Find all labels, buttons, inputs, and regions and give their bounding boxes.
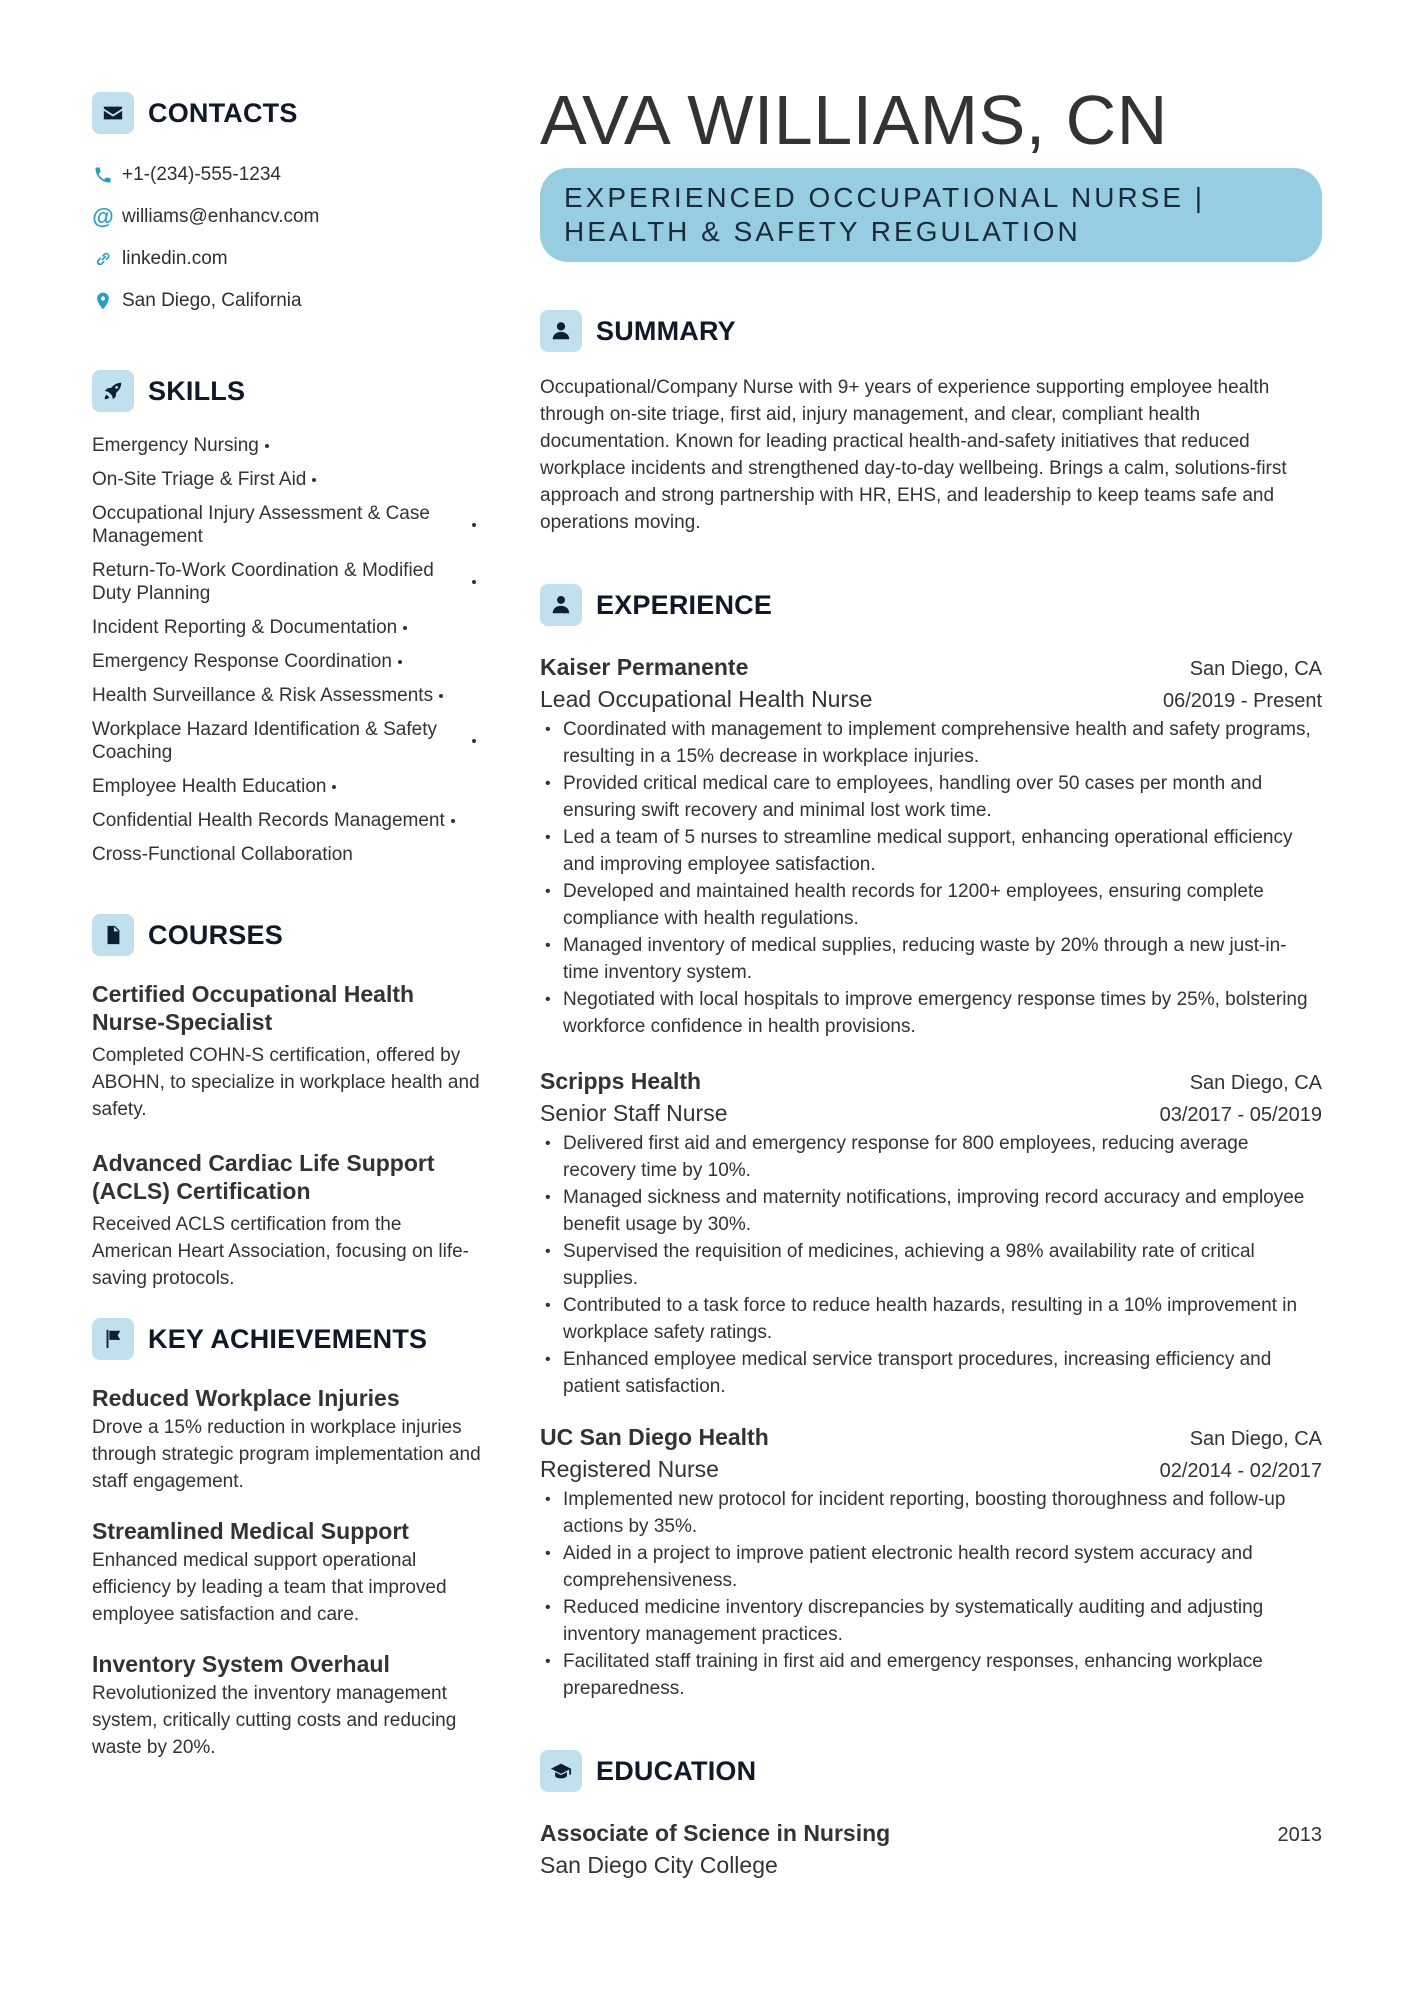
skill-item: Health Surveillance & Risk Assessments — [92, 684, 476, 707]
bullet-item: • Supervised the requisition of medicines, achieving a 98% availability rate of critical supplies. — [540, 1238, 1322, 1292]
bullet-dot — [332, 785, 336, 789]
job-location: San Diego, CA — [1189, 1428, 1322, 1450]
skills-list — [92, 434, 476, 866]
achievement-item — [92, 1517, 484, 1628]
job-company: Kaiser Permanente — [540, 654, 749, 680]
achievements-header — [92, 1318, 484, 1360]
job-location: San Diego, CA — [1189, 658, 1322, 680]
achievement-item — [92, 1384, 484, 1495]
bullet-item: • Managed inventory of medical supplies, reducing waste by 20% through a new just-in-time inventory system. — [540, 932, 1322, 986]
person-icon — [540, 310, 582, 352]
education-degree: Associate of Science in Nursing — [540, 1820, 891, 1846]
bullet-dot — [439, 694, 443, 698]
job-entry — [540, 1422, 1322, 1702]
achievement-desc: Revolutionized the inventory management system, critically cutting costs and reducing waste by 20%. — [92, 1683, 457, 1758]
courses-list — [92, 980, 484, 1292]
graduation-cap-icon — [540, 1750, 582, 1792]
job-entry — [540, 1066, 1322, 1400]
left-column — [92, 92, 484, 1783]
skill-item: Occupational Injury Assessment & Case Management — [92, 502, 476, 548]
bullet-dot — [451, 819, 455, 823]
job-bullets — [540, 1130, 1322, 1400]
bullet-item: • Developed and maintained health records for 1200+ employees, ensuring complete compliance with health regulations. — [540, 878, 1322, 932]
courses-title: COURSES — [148, 919, 283, 950]
at-icon: @ — [92, 204, 114, 229]
skill-item: Emergency Response Coordination — [92, 650, 476, 673]
bullet-dot — [472, 739, 476, 743]
course-desc: Received ACLS certification from the American Heart Association, focusing on life-saving protocols. — [92, 1214, 470, 1289]
bullet-dot — [398, 660, 402, 664]
phone-icon — [92, 164, 114, 186]
achievement-desc: Enhanced medical support operational efficiency by leading a team that improved employee satisfaction and care. — [92, 1550, 447, 1625]
bullet-item: • Implemented new protocol for incident reporting, boosting thoroughness and follow-up actions by 35%. — [540, 1486, 1322, 1540]
education-year: 2013 — [1277, 1824, 1322, 1846]
job-role: Senior Staff Nurse — [540, 1100, 728, 1126]
courses-header — [92, 914, 484, 956]
contacts-list — [92, 154, 484, 322]
summary-header — [540, 310, 1322, 352]
contact-email[interactable] — [92, 196, 484, 238]
education-school: San Diego City College — [540, 1852, 778, 1878]
skills-header — [92, 370, 484, 412]
user-tie-icon — [540, 584, 582, 626]
bullet-dot — [472, 580, 476, 584]
job-location: San Diego, CA — [1189, 1072, 1322, 1094]
bullet-item: • Coordinated with management to implement comprehensive health and safety programs, resulting in a 15% decrease in workplace injuries. — [540, 716, 1322, 770]
achievement-title: Streamlined Medical Support — [92, 1518, 409, 1544]
candidate-name: AVA WILLIAMS, CN — [540, 81, 1168, 159]
bullet-item: • Negotiated with local hospitals to improve emergency response times by 25%, bolstering workforce confidence in health provisions. — [540, 986, 1322, 1040]
document-icon — [92, 914, 134, 956]
rocket-icon — [92, 370, 134, 412]
tagline-banner: EXPERIENCED OCCUPATIONAL NURSE | HEALTH & SAFETY REGULATION — [540, 168, 1322, 262]
bullet-item: • Aided in a project to improve patient electronic health record system accuracy and comprehensiveness. — [540, 1540, 1322, 1594]
achievement-title: Inventory System Overhaul — [92, 1651, 390, 1677]
course-title: Certified Occupational Health Nurse-Specialist — [92, 981, 415, 1035]
job-dates: 03/2017 - 05/2019 — [1159, 1104, 1322, 1126]
job-dates: 02/2014 - 02/2017 — [1159, 1460, 1322, 1482]
course-title: Advanced Cardiac Life Support (ACLS) Certification — [92, 1150, 435, 1204]
location-text: San Diego, California — [122, 290, 302, 311]
phone-text: +1-(234)-555-1234 — [122, 164, 281, 185]
bullet-item: • Facilitated staff training in first aid and emergency responses, enhancing workplace preparedness. — [540, 1648, 1322, 1702]
education-title: EDUCATION — [596, 1755, 757, 1786]
course-item — [92, 1149, 484, 1292]
achievement-desc: Drove a 15% reduction in workplace injuries through strategic program implementation and staff engagement. — [92, 1417, 481, 1492]
linkedin-text: linkedin.com — [122, 248, 228, 269]
job-role: Lead Occupational Health Nurse — [540, 686, 873, 712]
bullet-dot — [403, 626, 407, 630]
bullet-dot — [265, 444, 269, 448]
contact-location — [92, 280, 484, 322]
bullet-item: • Managed sickness and maternity notifications, improving record accuracy and employee benefit usage by 30%. — [540, 1184, 1322, 1238]
education-entry — [540, 1818, 1322, 1880]
job-company: UC San Diego Health — [540, 1424, 769, 1450]
course-desc: Completed COHN-S certification, offered by ABOHN, to specialize in workplace health and safety. — [92, 1045, 480, 1120]
email-text: williams@enhancv.com — [122, 206, 320, 227]
skill-item: On-Site Triage & First Aid — [92, 468, 476, 491]
job-entry — [540, 652, 1322, 1040]
right-column — [540, 80, 1322, 1880]
location-pin-icon — [92, 290, 114, 312]
bullet-item: • Reduced medicine inventory discrepancies by systematically auditing and adjusting inventory management practices. — [540, 1594, 1322, 1648]
skill-item: Cross-Functional Collaboration — [92, 844, 353, 865]
achievements-title: KEY ACHIEVEMENTS — [148, 1323, 428, 1354]
contacts-header — [92, 92, 484, 134]
course-item — [92, 980, 484, 1123]
skills-title: SKILLS — [148, 375, 246, 406]
bullet-item: • Delivered first aid and emergency response for 800 employees, reducing average recovery time by 10%. — [540, 1130, 1322, 1184]
skill-item: Return-To-Work Coordination & Modified Duty Planning — [92, 559, 476, 605]
flag-icon — [92, 1318, 134, 1360]
skill-item: Incident Reporting & Documentation — [92, 616, 476, 639]
contact-linkedin[interactable] — [92, 238, 484, 280]
bullet-dot — [312, 478, 316, 482]
achievements-list — [92, 1384, 484, 1761]
experience-header — [540, 584, 1322, 626]
job-dates: 06/2019 - Present — [1163, 690, 1322, 712]
job-role: Registered Nurse — [540, 1456, 719, 1482]
bullet-item: • Led a team of 5 nurses to streamline medical support, enhancing operational efficiency and improving employee satisfaction. — [540, 824, 1322, 878]
education-header — [540, 1750, 1322, 1792]
skill-item: Employee Health Education — [92, 775, 476, 798]
summary-text: Occupational/Company Nurse with 9+ years of experience supporting employee health through on-site triage, first aid, injury management, and clear, compliant health documentation. Known for leading practical health-and-safety initiatives that reduced workplace incidents and strengthened day-to-day wellbeing. Brings a calm, solutions-first approach and strong partnership with HR, EHS, and leadership to keep teams safe and operations moving. — [540, 377, 1287, 533]
skill-item: Emergency Nursing — [92, 434, 476, 457]
achievement-item — [92, 1650, 484, 1761]
skill-item: Workplace Hazard Identification & Safety Coaching — [92, 718, 476, 764]
achievement-title: Reduced Workplace Injuries — [92, 1385, 400, 1411]
skill-item: Confidential Health Records Management — [92, 809, 476, 832]
link-icon — [92, 248, 114, 270]
bullet-item: • Contributed to a task force to reduce health hazards, resulting in a 10% improvement in workplace safety ratings. — [540, 1292, 1322, 1346]
summary-title: SUMMARY — [596, 315, 736, 346]
job-company: Scripps Health — [540, 1068, 702, 1094]
contact-phone[interactable] — [92, 154, 484, 196]
contacts-title: CONTACTS — [148, 97, 298, 128]
bullet-item: • Provided critical medical care to employees, handling over 50 cases per month and ensuring swift recovery and minimal lost work time. — [540, 770, 1322, 824]
envelope-icon — [92, 92, 134, 134]
bullet-dot — [472, 523, 476, 527]
experience-title: EXPERIENCE — [596, 589, 773, 620]
job-bullets — [540, 1486, 1322, 1702]
job-bullets — [540, 716, 1322, 1040]
bullet-item: • Enhanced employee medical service transport procedures, increasing efficiency and patient satisfaction. — [540, 1346, 1322, 1400]
